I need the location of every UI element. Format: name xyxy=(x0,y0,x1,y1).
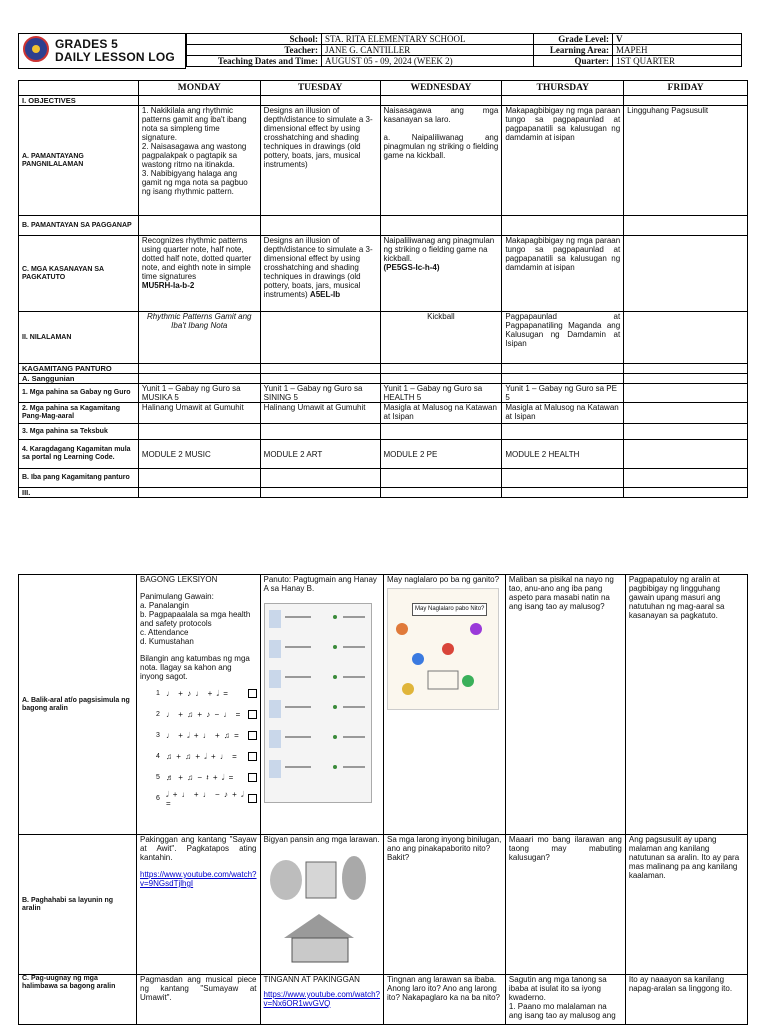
answer-box[interactable] xyxy=(248,752,257,761)
p1-monday: Yunit 1 – Gabay ng Guro sa MUSIKA 5 xyxy=(138,384,260,403)
note-row-number: 1 xyxy=(156,690,160,697)
quarter-value: 1ST QUARTER xyxy=(613,56,742,67)
a-friday: Lingguhang Pagsusulit xyxy=(624,106,748,216)
answer-box[interactable] xyxy=(248,794,257,803)
grade-level-value: V xyxy=(613,34,742,45)
c-tue-text: Designs an illusion of depth/distance to simulate a 3-dimensional effect by using crosshatching and shading techniques in drawings (old pottery, boats, jars, musical instruments) xyxy=(263,236,373,299)
teacher-label: Teacher: xyxy=(187,45,322,56)
c-tue-code: A5EL-Ib xyxy=(309,290,341,299)
row-label-nilalaman: II. NILALAMAN xyxy=(19,312,139,364)
procedure-grid xyxy=(18,574,748,1025)
note-row xyxy=(156,683,257,704)
answer-box[interactable] xyxy=(248,773,257,782)
p2-wednesday: Masigla at Malusog na Katawan at Isipan xyxy=(380,403,502,424)
proc-c-monday: Pagmasdan ang musical piece ng kantang "Sumayaw at Umawit". xyxy=(137,975,261,1025)
lesson-grid xyxy=(18,80,748,498)
c-tuesday xyxy=(260,236,380,312)
note-row-number: 2 xyxy=(156,711,160,718)
a-wed-line2: a. Naipaliliwanag ang pinagmulan ng striking o fielding game na kickball. xyxy=(383,133,499,160)
note-symbols: ♩ + ♫ + ♪ − ♩ = xyxy=(166,710,242,719)
section-iii-heading: III. xyxy=(19,488,139,498)
proc-a-thursday: Maliban sa pisikal na nayo ng tao, anu-ano ang iba pang aspeto para masabi natin na ang isang tao ay malusog? xyxy=(505,575,625,835)
header-info-table xyxy=(186,33,742,67)
image-caption-banner: May Naglalaro pabo Nito? xyxy=(412,603,487,616)
matching-worksheet-image xyxy=(264,603,372,803)
proc-c-tuesday xyxy=(260,975,384,1025)
c-mon-code: MU5RH-Ia-b-2 xyxy=(141,281,195,290)
proc-b-thursday: Maaari mo bang ilarawan ang taong may mabuting kalusugan? xyxy=(505,835,625,975)
proc-a-wednesday xyxy=(384,575,506,835)
note-symbols: ♫ + ♫ + 𝅗𝅥 + ♩ = xyxy=(166,752,238,761)
note-row xyxy=(156,788,257,809)
naglalaro-question: May naglalaro po ba ng ganito? xyxy=(387,575,500,584)
document-title xyxy=(55,38,175,64)
row-label-pamantayan-sa-pagganap: B. PAMANTAYAN SA PAGGANAP xyxy=(19,216,139,236)
title-grades: GRADES 5 xyxy=(55,37,118,51)
row-label-gabay-ng-guro: 1. Mga pahina sa Gabay ng Guro xyxy=(19,384,139,403)
proc-c-friday: Ito ay naaayon sa kanilang napag-aralan sa linggong ito. xyxy=(625,975,747,1025)
proc-b-friday: Ang pagsusulit ay upang malaman ang kanilang natutunan sa aralin. Ito ay para mas malinang pa ang kanilang kaalaman. xyxy=(625,835,747,975)
a-tuesday: Designs an illusion of depth/distance to simulate a 3-dimensional effect by using crosshatching and shading techniques in drawings (old pottery, boats, jars, musical instruments) xyxy=(260,106,380,216)
matching-columns-graphic xyxy=(265,604,373,804)
teacher-value: JANE G. CANTILLER xyxy=(322,45,534,56)
row-label-pamantayang-pangnilalaman: A. PAMANTAYANG PANGNILALAMAN xyxy=(19,106,139,216)
learning-area-label: Learning Area: xyxy=(534,45,613,56)
p2-thursday: Masigla at Malusog na Katawan at Isipan xyxy=(502,403,624,424)
row-label-paghahabi: B. Paghahabi sa layunin ng aralin xyxy=(19,835,137,975)
proc-c-wednesday: Tingnan ang larawan sa ibaba. Anong laro ito? Ano ang larong ito? Nakapaglaro ka na ba nito? xyxy=(384,975,506,1025)
a-wed-line1: Naisasagawa ang mga kasanayan sa laro. xyxy=(383,106,499,124)
panimulang-items: a. Panalangin b. Pagpapaalala sa mga health and safety protocols c. Attendance d. Kumustahan xyxy=(140,601,251,646)
proc-a-tuesday xyxy=(260,575,384,835)
c-wed-text: Naipaliliwanag ang pinagmulan ng striking o fielding game na kickball. xyxy=(383,236,495,263)
pakinggan-text: Pakinggan ang kantang "Sayaw at Awit". Pagkatapos ating kantahin. xyxy=(140,835,257,862)
p4-monday: MODULE 2 MUSIC xyxy=(138,440,260,469)
answer-box[interactable] xyxy=(248,731,257,740)
row-label-iba-pang-kagamitan: B. Iba pang Kagamitang panturo xyxy=(19,469,139,488)
dates-label: Teaching Dates and Time: xyxy=(187,56,322,67)
row-label-teksbuk: 3. Mga pahina sa Teksbuk xyxy=(19,424,139,440)
day-friday: FRIDAY xyxy=(624,81,748,96)
proc-b-tuesday xyxy=(260,835,384,975)
laro-ng-lahi-image xyxy=(387,588,499,710)
corner-cell xyxy=(19,81,139,96)
p1-tuesday: Yunit 1 – Gabay ng Guro sa SINING 5 xyxy=(260,384,380,403)
note-symbols: 𝅗𝅥 + ♩ + ♩ − ♪ + 𝅗𝅥 = xyxy=(166,789,245,808)
deped-seal-icon xyxy=(23,36,49,62)
c-mon-text: Recognizes rhythmic patterns using quarter note, half note, dotted half note, dotted quarter note, and eighth note in simple time signatures xyxy=(141,236,252,281)
a-thursday: Makapagbibigay ng mga paraan tungo sa pagpapaunlad at pagpapanatili sa kalusugan ng damdamin at isipan xyxy=(502,106,624,216)
note-row xyxy=(156,746,257,767)
p4-wednesday: MODULE 2 PE xyxy=(380,440,502,469)
a-wednesday xyxy=(380,106,502,216)
c-monday xyxy=(138,236,260,312)
note-row xyxy=(156,767,257,788)
panimulang-gawain: Panimulang Gawain: xyxy=(140,592,214,601)
dates-value: AUGUST 05 - 09, 2024 (WEEK 2) xyxy=(322,56,534,67)
p2-tuesday: Halinang Umawit at Gumuhit xyxy=(260,403,380,424)
c-wednesday xyxy=(380,236,502,312)
answer-box[interactable] xyxy=(248,710,257,719)
p1-thursday: Yunit 1 – Gabay ng Guro sa PE 5 xyxy=(502,384,624,403)
proc-c-thursday: Sagutin ang mga tanong sa ibaba at isulat ito sa iyong kwaderno. 1. Paano mo malalaman na ang isang tao ay malusog ang xyxy=(505,975,625,1025)
ii-thursday: Pagpapaunlad at Pagpapanatiling Maganda ang Kalusugan ng Damdamin at Isipan xyxy=(502,312,624,364)
row-label-pag-uugnay: C. Pag-uugnay ng mga halimbawa sa bagong aralin xyxy=(19,975,137,1025)
proc-b-monday xyxy=(137,835,261,975)
quarter-label: Quarter: xyxy=(534,56,613,67)
note-row-number: 5 xyxy=(156,774,160,781)
kagamitan-heading: KAGAMITANG PANTURO xyxy=(19,364,139,374)
bagong-leksiyon: BAGONG LEKSIYON xyxy=(140,575,218,584)
tingnan-pakinggan: TINGANN AT PAKINGGAN xyxy=(263,975,360,984)
learning-area-value: MAPEH xyxy=(613,45,742,56)
proc-a-monday xyxy=(137,575,261,835)
p4-tuesday: MODULE 2 ART xyxy=(260,440,380,469)
note-row-number: 4 xyxy=(156,753,160,760)
note-row-number: 3 xyxy=(156,732,160,739)
day-tuesday: TUESDAY xyxy=(260,81,380,96)
note-row-number: 6 xyxy=(156,795,160,802)
a-monday: 1. Nakikilala ang rhythmic patterns gamit ang iba't ibang nota sa simpleng time signature. 2. Naisasagawa ang wastong pagpalakpak o pagtapik sa wastong ritmo na itinakda. 3. Nabibigyang halaga ang gamit ng mga nota sa pagbuo ng isang rhythmic pattern. xyxy=(138,106,260,216)
objectives-heading: I. OBJECTIVES xyxy=(19,96,139,106)
note-row xyxy=(156,704,257,725)
ii-wednesday: Kickball xyxy=(380,312,502,364)
note-symbols: ♩ + 𝅗𝅥 + ♩ + ♫ = xyxy=(166,731,240,740)
youtube-link-art[interactable]: https://www.youtube.com/watch?v=Nx6OR1wvGVQ xyxy=(263,990,380,1008)
proc-b-wednesday: Sa mga larong inyong binilugan, ano ang pinakapaborito nito? Bakit? xyxy=(384,835,506,975)
p4-thursday: MODULE 2 HEALTH xyxy=(502,440,624,469)
row-label-balik-aral: A. Balik-aral at/o pagsisimula ng bagong aralin xyxy=(19,575,137,835)
school-value: STA. RITA ELEMENTARY SCHOOL xyxy=(322,34,534,45)
day-wednesday: WEDNESDAY xyxy=(380,81,502,96)
proc-a-friday: Pagpapatuloy ng aralin at pagbibigay ng lingguhang gawain upang masuri ang natutuhan ng mag-aaral sa kasanayan sa pagkatuto. xyxy=(625,575,747,835)
panuto-text: Panuto: Pagtugmain ang Hanay A sa Hanay B. xyxy=(263,575,377,593)
school-label: School: xyxy=(187,34,322,45)
day-monday: MONDAY xyxy=(138,81,260,96)
p2-monday: Halinang Umawit at Gumuhit xyxy=(138,403,260,424)
p1-wednesday: Yunit 1 – Gabay ng Guro sa HEALTH 5 xyxy=(380,384,502,403)
answer-box[interactable] xyxy=(248,689,257,698)
note-exercise xyxy=(140,683,257,809)
shaded-objects-drawing xyxy=(264,848,374,966)
row-label-kagamitang-pang-mag-aaral: 2. Mga pahina sa Kagamitang Pang-Mag-aaral xyxy=(19,403,139,424)
row-label-karagdagang-kagamitan: 4. Karagdagang Kagamitan mula sa portal ng Learning Code. xyxy=(19,440,139,469)
c-thursday: Makapagbibigay ng mga paraan tungo sa pagpapaunlad at pagpapanatili sa kalusugan ng damdamin at isipan xyxy=(502,236,624,312)
youtube-link-sayaw-at-awit[interactable]: https://www.youtube.com/watch?v=9NGsdTjlhgI xyxy=(140,870,257,888)
day-thursday: THURSDAY xyxy=(502,81,624,96)
note-row xyxy=(156,725,257,746)
bigyan-pansin-text: Bigyan pansin ang mga larawan. xyxy=(263,835,380,844)
note-symbols: ♬ + ♫ − 𝄽 + 𝅗𝅥 = xyxy=(166,773,235,782)
grade-level-label: Grade Level: xyxy=(534,34,613,45)
title-dll: DAILY LESSON LOG xyxy=(55,50,175,64)
note-symbols: ♩ + ♪ ♩ + 𝅗𝅥 = xyxy=(166,689,229,698)
sanggunian-heading: A. Sanggunian xyxy=(19,374,139,384)
ii-monday: Rhythmic Patterns Gamit ang Iba't Ibang Nota xyxy=(138,312,260,364)
title-box xyxy=(18,33,186,69)
bilangin-task: Bilangin ang katumbas ng mga nota. Ilagay sa kahon ang inyong sagot. xyxy=(140,654,250,681)
row-label-kasanayan: C. MGA KASANAYAN SA PAGKATUTO xyxy=(19,236,139,312)
c-wed-code: (PE5GS-Ic-h-4) xyxy=(383,263,440,272)
